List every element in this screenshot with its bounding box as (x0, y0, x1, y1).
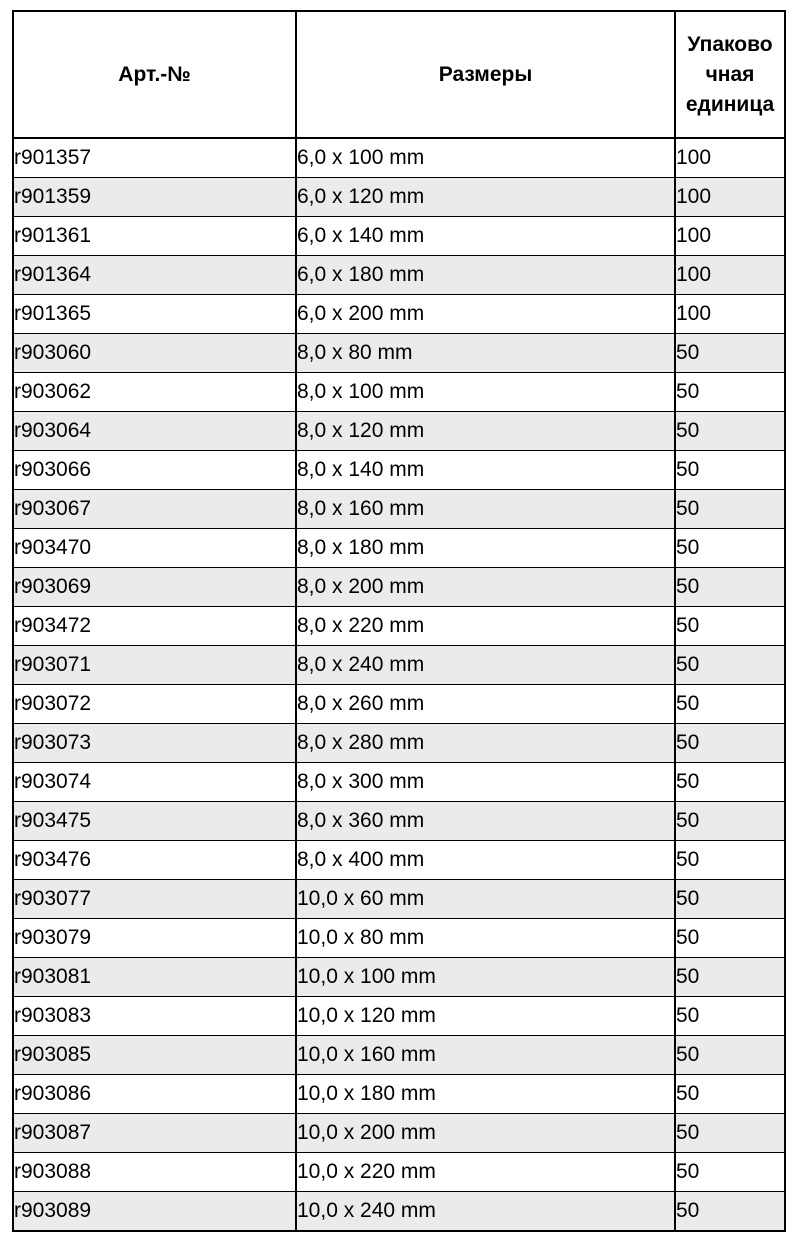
cell-packaging-unit: 100 (675, 178, 785, 217)
cell-article-number: r903089 (13, 1192, 296, 1232)
cell-article-number: r903073 (13, 724, 296, 763)
cell-dimensions: 10,0 x 240 mm (296, 1192, 675, 1232)
table-row (13, 568, 785, 607)
cell-dimensions: 8,0 x 280 mm (296, 724, 675, 763)
table-row (13, 256, 785, 295)
product-table (12, 10, 786, 1232)
cell-packaging-unit: 50 (675, 958, 785, 997)
cell-article-number: r901361 (13, 217, 296, 256)
table-row (13, 724, 785, 763)
cell-article-number: r903062 (13, 373, 296, 412)
table-row (13, 373, 785, 412)
table-header-row (13, 11, 785, 138)
cell-dimensions: 8,0 x 80 mm (296, 334, 675, 373)
cell-article-number: r903081 (13, 958, 296, 997)
cell-dimensions: 6,0 x 200 mm (296, 295, 675, 334)
cell-article-number: r903071 (13, 646, 296, 685)
table-row (13, 1192, 785, 1232)
table-row (13, 685, 785, 724)
cell-dimensions: 10,0 x 180 mm (296, 1075, 675, 1114)
cell-dimensions: 8,0 x 140 mm (296, 451, 675, 490)
cell-dimensions: 10,0 x 160 mm (296, 1036, 675, 1075)
cell-packaging-unit: 50 (675, 919, 785, 958)
header-dimensions: Размеры (296, 11, 675, 138)
cell-article-number: r903470 (13, 529, 296, 568)
cell-packaging-unit: 100 (675, 217, 785, 256)
table-row (13, 334, 785, 373)
table-row (13, 295, 785, 334)
cell-packaging-unit: 50 (675, 841, 785, 880)
cell-packaging-unit: 50 (675, 334, 785, 373)
cell-article-number: r901364 (13, 256, 296, 295)
cell-article-number: r901365 (13, 295, 296, 334)
table-row (13, 763, 785, 802)
table-row (13, 138, 785, 178)
cell-dimensions: 8,0 x 300 mm (296, 763, 675, 802)
table-row (13, 490, 785, 529)
cell-packaging-unit: 50 (675, 997, 785, 1036)
table-row (13, 217, 785, 256)
cell-dimensions: 6,0 x 140 mm (296, 217, 675, 256)
cell-dimensions: 8,0 x 120 mm (296, 412, 675, 451)
table-row (13, 412, 785, 451)
cell-packaging-unit: 50 (675, 646, 785, 685)
cell-dimensions: 8,0 x 240 mm (296, 646, 675, 685)
cell-article-number: r903067 (13, 490, 296, 529)
table-row (13, 1114, 785, 1153)
cell-packaging-unit: 50 (675, 880, 785, 919)
cell-packaging-unit: 50 (675, 685, 785, 724)
cell-packaging-unit: 50 (675, 451, 785, 490)
cell-dimensions: 10,0 x 200 mm (296, 1114, 675, 1153)
cell-dimensions: 8,0 x 180 mm (296, 529, 675, 568)
table-row (13, 919, 785, 958)
cell-dimensions: 10,0 x 60 mm (296, 880, 675, 919)
table-row (13, 958, 785, 997)
table-row (13, 1153, 785, 1192)
cell-packaging-unit: 50 (675, 568, 785, 607)
cell-article-number: r903476 (13, 841, 296, 880)
cell-article-number: r903088 (13, 1153, 296, 1192)
cell-packaging-unit: 50 (675, 1036, 785, 1075)
cell-dimensions: 10,0 x 220 mm (296, 1153, 675, 1192)
table-row (13, 646, 785, 685)
cell-packaging-unit: 50 (675, 1153, 785, 1192)
cell-article-number: r903472 (13, 607, 296, 646)
table-row (13, 997, 785, 1036)
cell-dimensions: 8,0 x 100 mm (296, 373, 675, 412)
cell-article-number: r903066 (13, 451, 296, 490)
table-row (13, 451, 785, 490)
header-packaging-unit: Упаково чная единица (675, 11, 785, 138)
table-row (13, 1036, 785, 1075)
cell-packaging-unit: 50 (675, 373, 785, 412)
header-article-number: Арт.-№ (13, 11, 296, 138)
cell-article-number: r903074 (13, 763, 296, 802)
cell-dimensions: 8,0 x 360 mm (296, 802, 675, 841)
table-row (13, 802, 785, 841)
cell-dimensions: 8,0 x 200 mm (296, 568, 675, 607)
cell-article-number: r903072 (13, 685, 296, 724)
cell-dimensions: 6,0 x 120 mm (296, 178, 675, 217)
cell-article-number: r903087 (13, 1114, 296, 1153)
table-row (13, 529, 785, 568)
cell-packaging-unit: 50 (675, 607, 785, 646)
cell-dimensions: 10,0 x 100 mm (296, 958, 675, 997)
cell-article-number: r903085 (13, 1036, 296, 1075)
cell-article-number: r903475 (13, 802, 296, 841)
cell-packaging-unit: 50 (675, 529, 785, 568)
cell-packaging-unit: 50 (675, 490, 785, 529)
cell-article-number: r903060 (13, 334, 296, 373)
cell-dimensions: 8,0 x 160 mm (296, 490, 675, 529)
table-body (13, 138, 785, 1231)
cell-dimensions: 10,0 x 80 mm (296, 919, 675, 958)
cell-article-number: r903064 (13, 412, 296, 451)
cell-packaging-unit: 50 (675, 802, 785, 841)
cell-packaging-unit: 50 (675, 1192, 785, 1232)
cell-article-number: r901357 (13, 138, 296, 178)
cell-dimensions: 8,0 x 220 mm (296, 607, 675, 646)
cell-article-number: r903086 (13, 1075, 296, 1114)
cell-article-number: r903077 (13, 880, 296, 919)
cell-packaging-unit: 100 (675, 138, 785, 178)
cell-article-number: r903079 (13, 919, 296, 958)
table-row (13, 880, 785, 919)
cell-packaging-unit: 50 (675, 412, 785, 451)
cell-dimensions: 8,0 x 400 mm (296, 841, 675, 880)
cell-article-number: r903069 (13, 568, 296, 607)
cell-article-number: r901359 (13, 178, 296, 217)
cell-packaging-unit: 50 (675, 1114, 785, 1153)
table-row (13, 841, 785, 880)
table-row (13, 1075, 785, 1114)
cell-dimensions: 6,0 x 180 mm (296, 256, 675, 295)
cell-packaging-unit: 50 (675, 763, 785, 802)
table-row (13, 178, 785, 217)
cell-packaging-unit: 50 (675, 724, 785, 763)
cell-dimensions: 10,0 x 120 mm (296, 997, 675, 1036)
cell-dimensions: 6,0 x 100 mm (296, 138, 675, 178)
cell-packaging-unit: 100 (675, 295, 785, 334)
cell-packaging-unit: 100 (675, 256, 785, 295)
cell-packaging-unit: 50 (675, 1075, 785, 1114)
cell-article-number: r903083 (13, 997, 296, 1036)
table-row (13, 607, 785, 646)
cell-dimensions: 8,0 x 260 mm (296, 685, 675, 724)
